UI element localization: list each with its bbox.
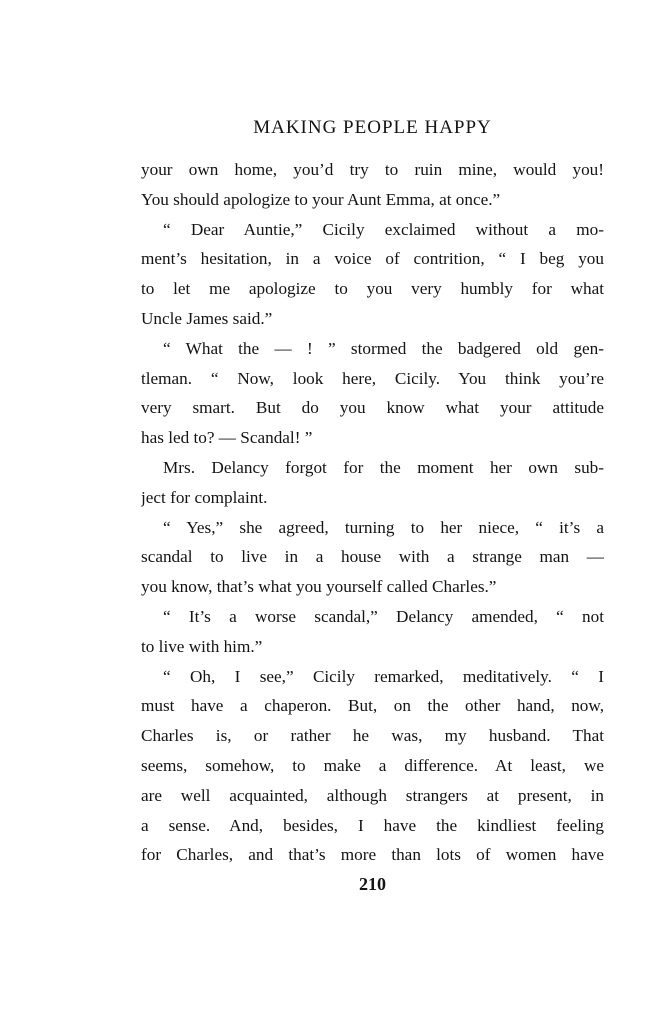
text-line: “ Yes,” she agreed, turning to her niece, “ it’s a xyxy=(163,517,604,537)
text-line: very smart. But do you know what your attitude xyxy=(141,398,604,418)
text-line: must have a chaperon. But, on the other hand, now, xyxy=(141,696,604,716)
text-line: to live with him.” xyxy=(141,636,263,656)
text-line: seems, somehow, to make a difference. At least, we xyxy=(141,755,604,775)
text-line: your own home, you’d try to ruin mine, would you! xyxy=(141,160,604,179)
text-line: scandal to live in a house with a strange man — xyxy=(141,547,604,567)
text-line: for Charles, and that’s more than lots of women have xyxy=(141,845,604,865)
text-line: tleman. “ Now, look here, Cicily. You think you’re xyxy=(141,368,604,388)
text-line: Uncle James said.” xyxy=(141,308,273,328)
text-line: has led to? — Scandal! ” xyxy=(141,428,313,448)
text-line: to let me apologize to you very humbly for what xyxy=(141,279,604,299)
text-line: a sense. And, besides, I have the kindliest feeling xyxy=(141,815,604,835)
text-line: Charles is, or rather he was, my husband. That xyxy=(141,726,604,746)
body-text xyxy=(141,155,604,870)
book-page xyxy=(141,0,604,1033)
text-line: “ It’s a worse scandal,” Delancy amended, “ not xyxy=(163,606,604,626)
text-line: ment’s hesitation, in a voice of contrition, “ I beg you xyxy=(141,249,604,269)
text-line: ject for complaint. xyxy=(141,487,268,507)
text-line: are well acquainted, although strangers at present, in xyxy=(141,785,604,805)
text-line: Mrs. Delancy forgot for the moment her own sub- xyxy=(163,457,604,477)
running-head: MAKING PEOPLE HAPPY xyxy=(253,117,492,138)
text-line: You should apologize to your Aunt Emma, at once.” xyxy=(141,189,501,209)
page-number: 210 xyxy=(359,874,386,894)
text-line: you know, that’s what you yourself called Charles.” xyxy=(141,577,497,597)
text-line: “ Dear Auntie,” Cicily exclaimed without a mo- xyxy=(163,219,604,239)
text-line: “ Oh, I see,” Cicily remarked, meditatively. “ I xyxy=(163,666,604,686)
text-line: “ What the — ! ” stormed the badgered old gen- xyxy=(163,338,604,358)
